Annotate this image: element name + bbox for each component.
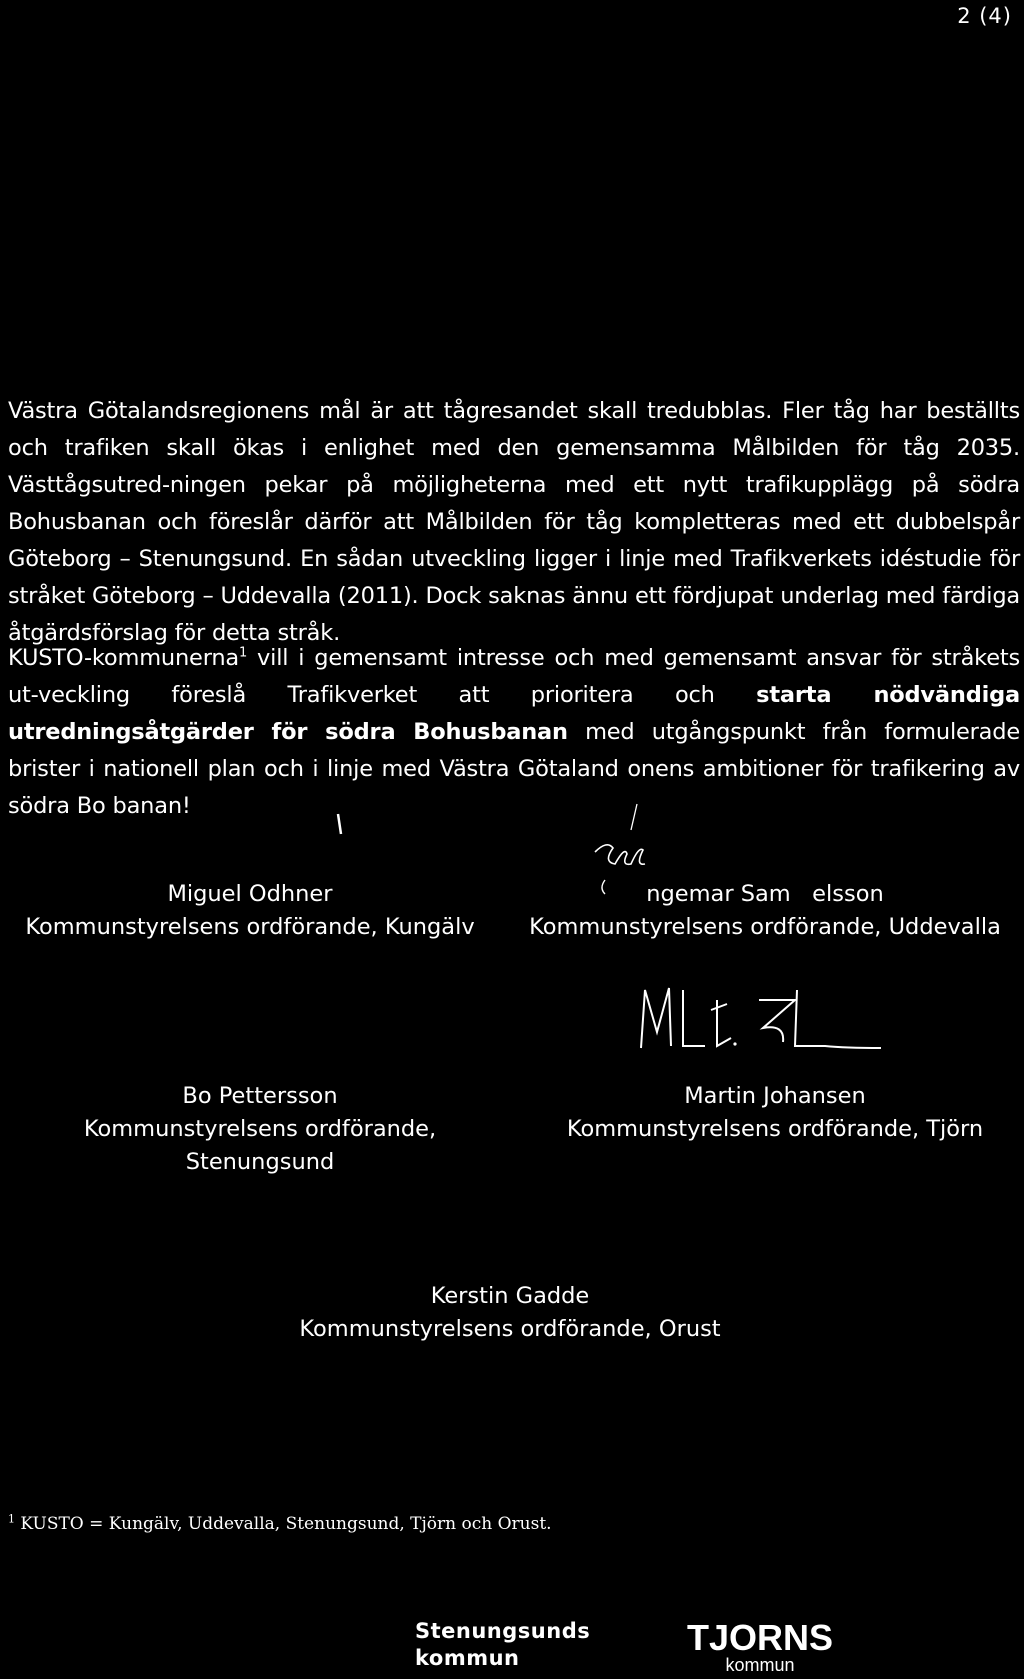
signatory-bo-pettersson <box>60 1080 460 1179</box>
footnote <box>8 1514 552 1534</box>
footnote-text: KUSTO = Kungälv, Uddevalla, Stenungsund, Tjörn och Orust. <box>15 1514 552 1534</box>
signatory-name: Kerstin Gadde <box>430 1283 590 1309</box>
signature-mark-miguel <box>330 810 350 840</box>
signatory-miguel-odhner <box>20 878 480 944</box>
signatory-martin-johansen <box>540 1080 1010 1146</box>
signatory-title: Kommunstyrelsens ordförande, Tjörn <box>566 1116 984 1142</box>
paragraph-2-part-b: med utgångspunkt från formulerade brister i nationell plan och i linje med Västra Götaland onens ambitioner för trafikering av södra Bo banan! <box>8 719 1020 819</box>
signatory-title: Kommunstyrelsens ordförande, Kungälv <box>25 914 475 940</box>
footnote-marker: 1 <box>8 1512 15 1526</box>
paragraph-2-part-a: vill i gemensamt intresse och med gemensamt ansvar för stråkets ut-veckling föreslå Trafikverket att prioritera och <box>8 645 1020 708</box>
page-number: 2 (4) <box>957 4 1012 28</box>
signatory-name: Miguel Odhner <box>167 881 333 907</box>
signatory-title: Kommunstyrelsens ordförande, <box>83 1116 437 1142</box>
stenungsund-logo-line-2: kommun <box>415 1646 520 1670</box>
signatory-ingemar-samuelsson <box>520 878 1010 944</box>
stenungsund-logo <box>415 1618 590 1672</box>
signatory-title: Kommunstyrelsens ordförande, Uddevalla <box>529 914 1001 940</box>
signatory-kerstin-gadde <box>260 1280 760 1346</box>
paragraph-2-lead: KUSTO-kommunerna <box>8 645 239 671</box>
tjorn-logo-line-1: TJORNS <box>686 1617 834 1658</box>
signatory-name: Bo Pettersson <box>182 1083 338 1109</box>
tjorn-logo <box>680 1617 840 1675</box>
stenungsund-logo-line-1: Stenungsunds <box>415 1619 591 1643</box>
signatory-name: ngemar Sam elsson <box>646 881 884 907</box>
paragraph-1: Västra Götalandsregionens mål är att tågresandet skall tredubblas. Fler tåg har beställts och trafiken skall ökas i enlighet med den gemensamma Målbilden för tåg 2035. Västtågsutred-ningen pekar på möjligheterna med ett nytt trafikupplägg på södra Bohusbanan och föreslår därför att Målbilden för tåg kompletteras med ett dubbelspår Göteborg – Stenungsund. En sådan utveckling ligger i linje med Trafikverkets idéstudie för stråket Göteborg – Uddevalla (2011). Dock saknas ännu ett fördjupat underlag med färdiga åtgärdsförslag för detta stråk. <box>8 398 1020 646</box>
signatory-title-line-2: Stenungsund <box>185 1149 335 1175</box>
signatory-title: Kommunstyrelsens ordförande, Orust <box>299 1316 721 1342</box>
tjorn-logo-line-2: kommun <box>725 1655 795 1675</box>
signatory-name: Martin Johansen <box>684 1083 866 1109</box>
paragraph-2 <box>8 640 1020 825</box>
paragraph-2-bold: starta nödvändiga utredningsåtgärder för södra Bohusbanan <box>8 682 1021 745</box>
footnote-ref: 1 <box>239 645 248 661</box>
signature-mark-martin <box>635 980 895 1060</box>
